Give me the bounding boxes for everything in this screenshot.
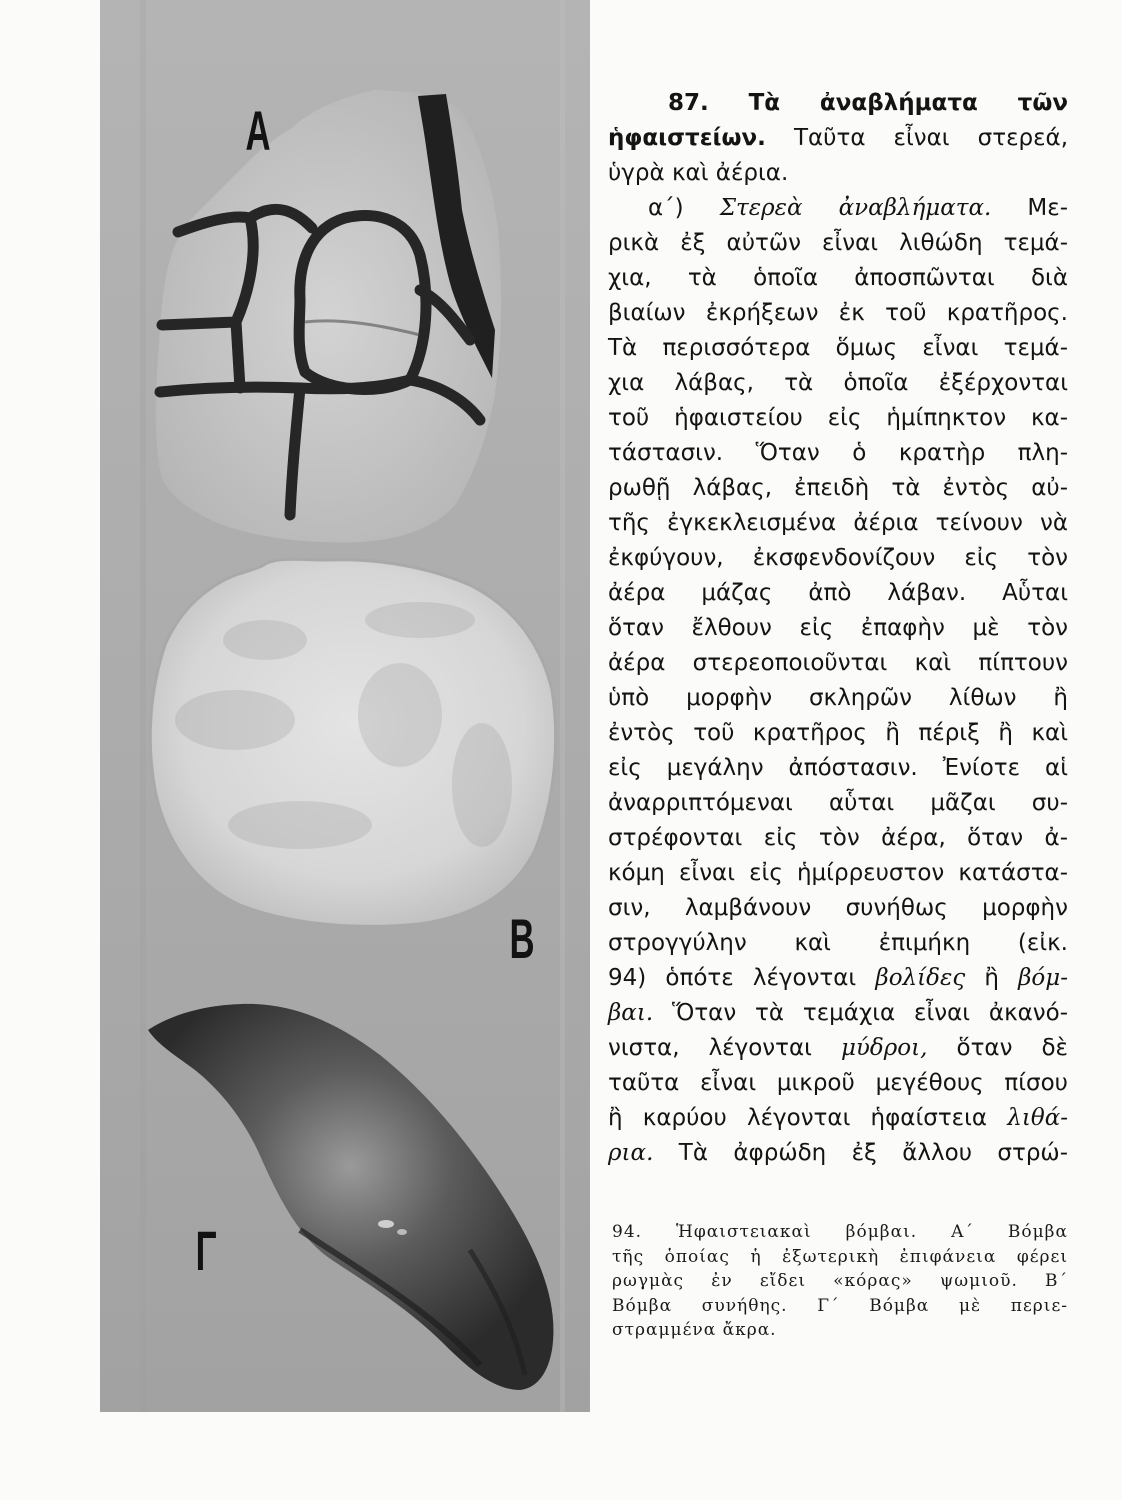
section-heading: ἡφαιστείων. bbox=[608, 125, 766, 151]
text-line bbox=[608, 366, 1068, 401]
italic-term: βόμ- bbox=[1018, 965, 1068, 991]
text-line bbox=[608, 961, 1068, 996]
text-run: ὑπὸ μορφὴν σκληρῶν λίθων ἢ bbox=[608, 685, 1068, 711]
surface-mottle bbox=[358, 663, 442, 767]
text-run: νιστα, λέγονται bbox=[608, 1035, 841, 1061]
text-line bbox=[608, 1066, 1068, 1101]
text-line bbox=[608, 86, 1068, 121]
text-line bbox=[608, 681, 1068, 716]
figure-label-a: Α bbox=[245, 99, 271, 163]
text-line bbox=[608, 1101, 1068, 1136]
section-heading: 87. Τὰ ἀναβλήματα τῶν bbox=[668, 90, 1068, 116]
bomb-b bbox=[150, 559, 555, 926]
text-line bbox=[608, 331, 1068, 366]
text-run: σιν, λαμβάνουν συνήθως μορφὴν bbox=[608, 895, 1068, 921]
crust-crack bbox=[236, 322, 240, 388]
text-line bbox=[608, 716, 1068, 751]
photo-streak bbox=[560, 0, 565, 1412]
text-run: ὑγρὰ καὶ ἀέρια. bbox=[608, 160, 789, 186]
caption-line: τῆς ὁποίας ἡ ἐξωτερικὴ ἐπιφάνεια φέρει bbox=[612, 1246, 1068, 1267]
text-run: κόμη εἶναι εἰς ἡμίρρευστον κατάστα- bbox=[608, 860, 1068, 886]
surface-mottle bbox=[365, 602, 475, 638]
text-run: ρωθῇ λάβας, ἐπειδὴ τὰ ἐντὸς αὐ- bbox=[608, 475, 1068, 501]
figure-caption bbox=[612, 1220, 1068, 1343]
text-line bbox=[608, 1136, 1068, 1171]
text-run: τάστασιν. Ὅταν ὁ κρατὴρ πλη- bbox=[608, 440, 1068, 466]
text-line bbox=[608, 786, 1068, 821]
caption-line: στραμμένα ἄκρα. bbox=[612, 1320, 777, 1340]
text-run: στρογγύλην καὶ ἐπιμήκη (εἰκ. bbox=[608, 930, 1068, 956]
text-run: εἰς μεγάλην ἀπόστασιν. Ἐνίοτε αἱ bbox=[608, 755, 1068, 781]
text-run: ἀναρριπτόμεναι αὗται μᾶζαι συ- bbox=[608, 790, 1068, 816]
surface-mottle bbox=[175, 690, 295, 750]
text-line bbox=[608, 891, 1068, 926]
text-line bbox=[608, 296, 1068, 331]
text-run: ἢ bbox=[965, 965, 1019, 991]
figure-label-c: Γ bbox=[195, 1219, 217, 1283]
text-run: ρικὰ ἐξ αὐτῶν εἶναι λιθώδη τεμά- bbox=[608, 230, 1068, 256]
text-line bbox=[608, 436, 1068, 471]
surface-highlight bbox=[397, 1229, 407, 1235]
text-line bbox=[608, 401, 1068, 436]
text-line bbox=[608, 996, 1068, 1031]
text-run: Με- bbox=[991, 195, 1069, 221]
text-run: α΄) bbox=[648, 195, 720, 221]
text-line bbox=[608, 261, 1068, 296]
surface-mottle bbox=[223, 620, 307, 660]
text-line bbox=[608, 226, 1068, 261]
text-run: ἀέρα στερεοποιοῦνται καὶ πίπτουν bbox=[608, 650, 1068, 676]
text-run: χια λάβας, τὰ ὁποῖα ἐξέρχονται bbox=[608, 370, 1068, 396]
text-run: ὅταν δὲ bbox=[927, 1035, 1068, 1061]
text-run: Ταῦτα εἶναι στερεά, bbox=[765, 125, 1068, 151]
text-line bbox=[608, 471, 1068, 506]
italic-term: ρια. bbox=[608, 1140, 654, 1166]
text-run: χια, τὰ ὁποῖα ἀποσπῶνται διὰ bbox=[608, 265, 1068, 291]
volcanic-bombs-photograph bbox=[100, 0, 590, 1412]
italic-term: βολίδες bbox=[875, 965, 966, 991]
italic-term: Στερεὰ ἀναβλήματα. bbox=[719, 195, 992, 221]
text-run: στρέφονται εἰς τὸν ἀέρα, ὅταν ἀ- bbox=[608, 825, 1068, 851]
figure-label-b: Β bbox=[509, 907, 535, 971]
caption-line: Βόμβα συνήθης. Γ΄ Βόμβα μὲ περιε- bbox=[612, 1295, 1068, 1316]
text-line bbox=[608, 1031, 1068, 1066]
text-run: ταῦτα εἶναι μικροῦ μεγέθους πίσου bbox=[608, 1070, 1068, 1096]
text-line bbox=[608, 156, 1068, 191]
text-line bbox=[608, 576, 1068, 611]
text-line bbox=[608, 121, 1068, 156]
text-line bbox=[608, 611, 1068, 646]
text-run: Τὰ ἀφρώδη ἐξ ἄλλου στρώ- bbox=[653, 1140, 1068, 1166]
text-line bbox=[608, 856, 1068, 891]
text-run: τῆς ἐγκεκλεισμένα ἀέρια τείνουν νὰ bbox=[608, 510, 1068, 536]
text-run: ὅταν ἔλθουν εἰς ἐπαφὴν μὲ τὸν bbox=[608, 615, 1068, 641]
italic-term: βαι. bbox=[608, 1000, 654, 1026]
body-text bbox=[608, 86, 1068, 1171]
text-run: ἐκφύγουν, ἐκσφενδονίζουν εἰς τὸν bbox=[608, 545, 1068, 571]
text-line bbox=[608, 541, 1068, 576]
text-run: βιαίων ἐκρήξεων ἐκ τοῦ κρατῆρος. bbox=[608, 300, 1068, 326]
text-line bbox=[608, 646, 1068, 681]
text-line bbox=[608, 821, 1068, 856]
text-line bbox=[608, 926, 1068, 961]
caption-line: ρωγμὰς ἐν εἴδει «κόρας» ψωμιοῦ. Β΄ bbox=[612, 1271, 1068, 1291]
surface-mottle bbox=[452, 723, 512, 847]
text-run: 94) ὁπότε λέγονται bbox=[608, 965, 876, 991]
caption-line: 94. Ἡφαιστειακαὶ βόμβαι. Α΄ Βόμβα bbox=[612, 1222, 1068, 1242]
text-run: ἀέρα μάζας ἀπὸ λάβαν. Αὗται bbox=[608, 580, 1068, 606]
text-line bbox=[608, 751, 1068, 786]
italic-term: μύδροι, bbox=[840, 1035, 928, 1061]
text-run: Τὰ περισσότερα ὅμως εἶναι τεμά- bbox=[608, 335, 1068, 361]
text-run: Ὅταν τὰ τεμάχια εἶναι ἀκανό- bbox=[653, 1000, 1068, 1026]
surface-highlight bbox=[378, 1220, 394, 1228]
italic-term: λιθά- bbox=[1007, 1105, 1068, 1131]
text-run: τοῦ ἡφαιστείου εἰς ἡμίπηκτον κα- bbox=[608, 405, 1068, 431]
photo-streak bbox=[140, 0, 146, 1412]
text-run: ἢ καρύου λέγονται ἡφαίστεια bbox=[608, 1105, 1008, 1131]
text-line bbox=[608, 506, 1068, 541]
text-line bbox=[608, 191, 1068, 226]
text-run: ἐντὸς τοῦ κρατῆρος ἢ πέριξ ἢ καὶ bbox=[608, 720, 1068, 746]
surface-mottle bbox=[228, 801, 372, 849]
